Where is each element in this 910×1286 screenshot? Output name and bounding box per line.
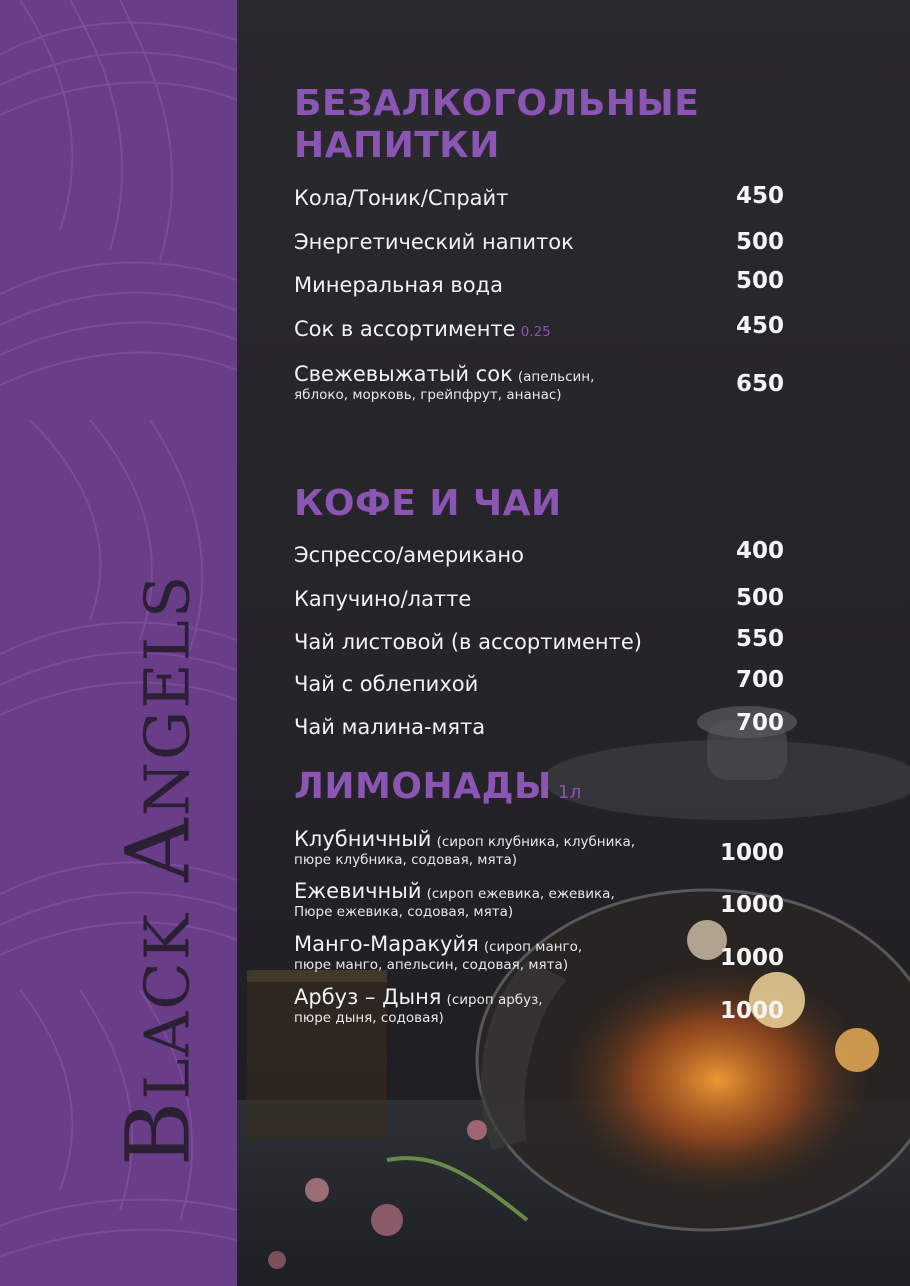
item-name: Сок в ассортименте [294,317,516,341]
item-price: 500 [735,585,784,611]
menu-item [294,361,784,404]
item-note-line2: пюре клубника, содовая, мята) [294,852,517,868]
item-note: (сироп арбуз, [446,992,543,1008]
section-title-soft-drinks: БЕЗАЛКОГОЛЬНЫЕ НАПИТКИ [294,83,700,166]
item-note: (сироп ежевика, ежевика, [426,886,615,902]
menu-item [294,538,784,568]
menu-item [294,586,784,612]
item-name: Клубничный [294,827,432,851]
item-note-line2: яблоко, морковь, грейпфрут, ананас) [294,387,562,403]
menu-item [294,268,784,298]
menu-item [294,626,784,655]
menu-item [294,185,784,211]
item-price: 700 [735,710,784,736]
item-name: Кола/Тоник/Спрайт [294,186,509,210]
item-price: 450 [735,313,784,339]
item-price: 500 [735,229,784,255]
item-note-line2: Пюре ежевика, содовая, мята) [294,904,514,920]
menu-item [294,878,784,921]
item-price: 450 [735,183,784,209]
item-price: 650 [735,371,784,397]
menu-item [294,984,784,1027]
menu-panel [237,0,910,1286]
brand-name: Black Angels [106,573,210,1167]
item-name: Капучино/латте [294,587,472,611]
menu-item [294,931,784,974]
item-name: Ежевичный [294,879,422,903]
item-note-line2: пюре манго, апельсин, содовая, мята) [294,957,569,973]
section-title-coffee-tea: КОФЕ И ЧАИ [294,483,562,524]
item-note: (сироп клубника, клубника, [436,834,636,850]
menu-item [294,229,784,255]
item-name: Арбуз – Дыня [294,985,442,1009]
item-name: Минеральная вода [294,273,503,297]
item-price: 1000 [719,892,784,918]
item-note: (сироп манго, [483,939,583,955]
item-name: Манго-Маракуйя [294,932,479,956]
item-name: Эспрессо/американо [294,543,524,567]
menu-item [294,826,784,869]
section-volume: 1л [557,782,582,803]
menu-item [294,313,784,342]
item-name: Энергетический напиток [294,230,574,254]
item-price: 1000 [719,840,784,866]
item-price: 700 [735,667,784,693]
item-name: Чай с облепихой [294,672,479,696]
item-note: (апельсин, [517,369,595,385]
item-name: Чай листовой (в ассортименте) [294,630,642,654]
item-price: 1000 [719,945,784,971]
section-title-text: ЛИМОНАДЫ [294,766,552,807]
item-price: 1000 [719,998,784,1024]
item-price: 500 [735,268,784,294]
item-name: Чай малина-мята [294,715,486,739]
menu-item [294,667,784,697]
item-note-line2: пюре дыня, содовая) [294,1010,444,1026]
item-price: 550 [735,626,784,652]
item-volume: 0.25 [520,324,551,340]
brand-side-panel [0,0,237,1286]
item-price: 400 [735,538,784,564]
menu-item [294,710,784,740]
item-name: Свежевыжатый сок [294,362,513,386]
section-title-lemonades [294,766,582,814]
